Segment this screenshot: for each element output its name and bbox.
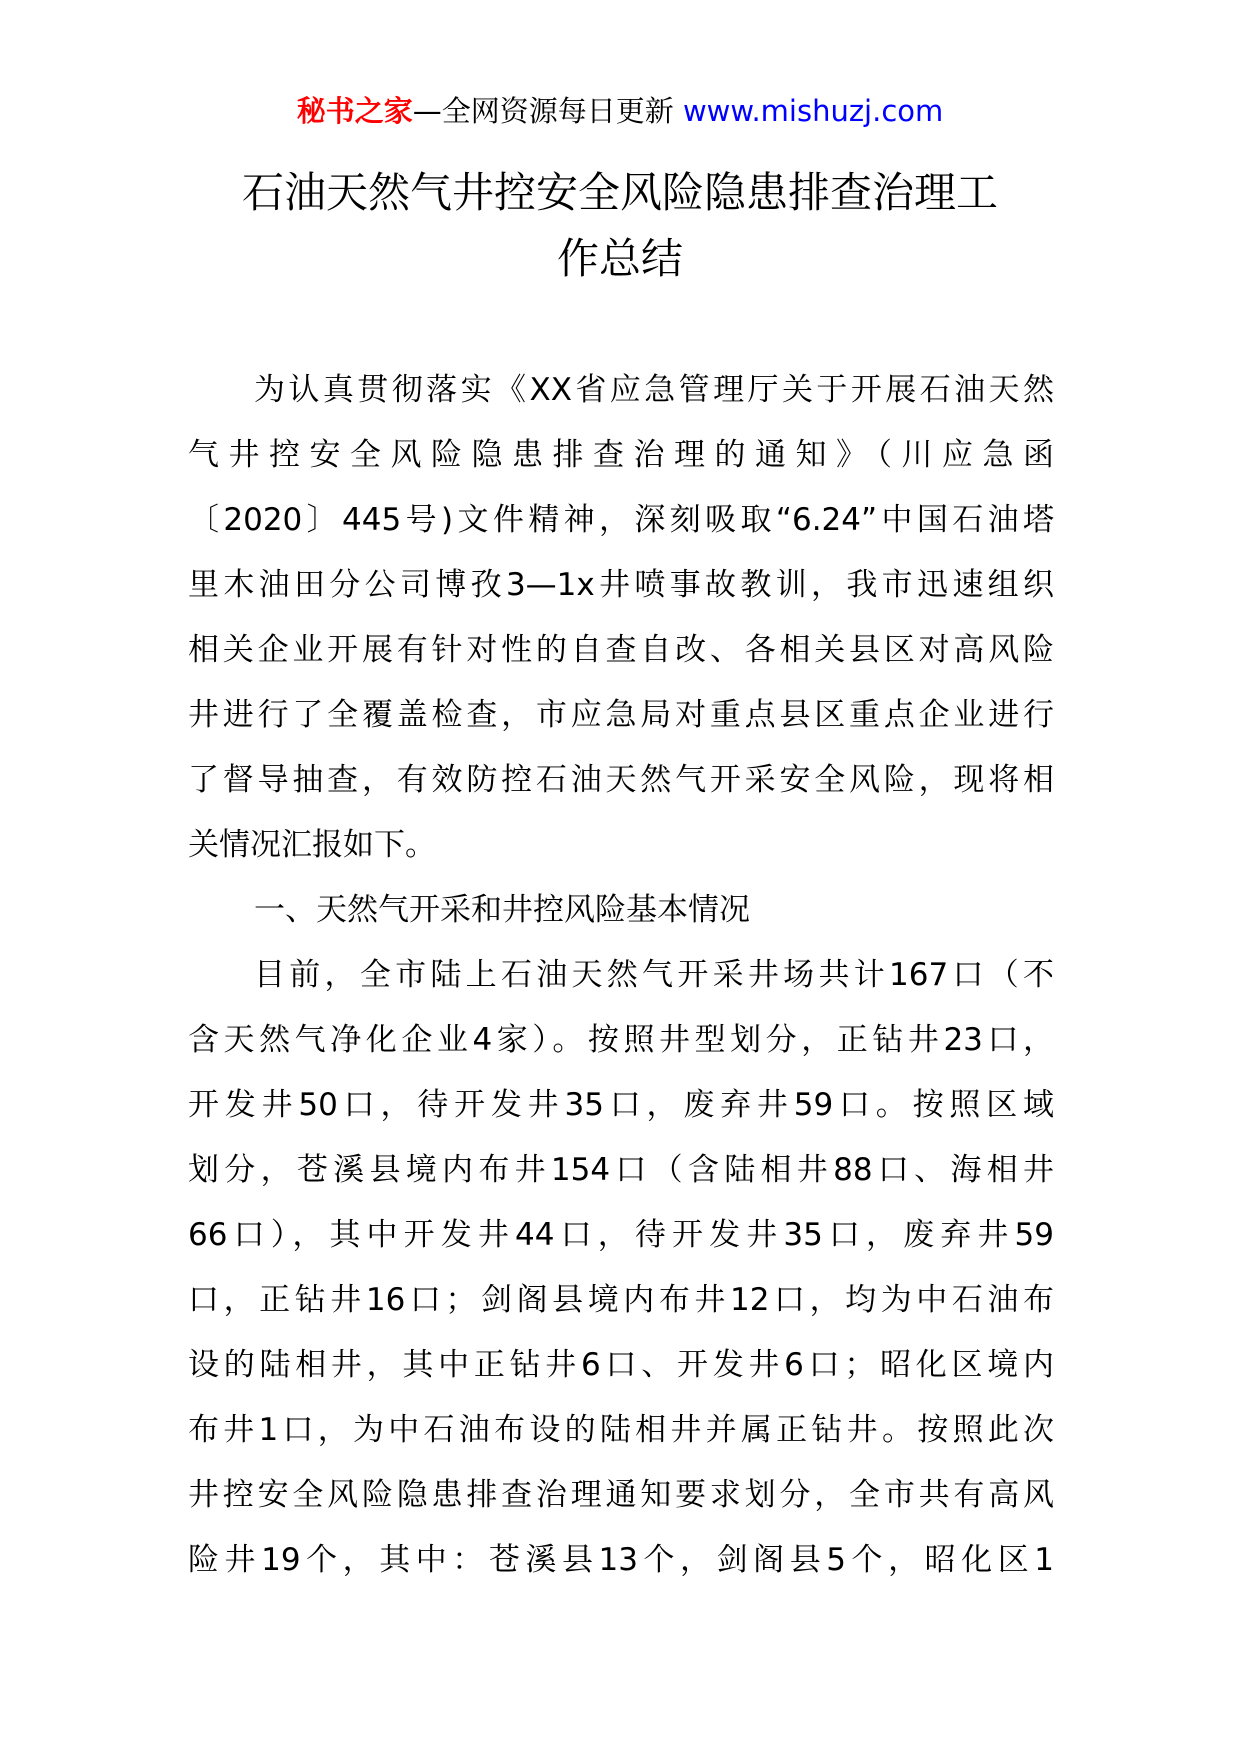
body-line: 关情况汇报如下。 — [188, 827, 436, 863]
body-line: 划分，苍溪县境内布井154口（含陆相井88口、海相井 — [188, 1152, 1054, 1188]
document-title — [150, 160, 1090, 292]
brand-name: 秘书之家 — [296, 94, 413, 128]
body-line: 布井1口，为中石油布设的陆相井并属正钻井。按照此次 — [188, 1412, 1054, 1448]
header-tagline: —全网资源每日更新 — [412, 94, 674, 128]
body-line: 险井19个，其中：苍溪县13个，剑阁县5个，昭化区1 — [188, 1542, 1054, 1578]
body-line: 了督导抽查，有效防控石油天然气开采安全风险，现将相 — [188, 762, 1054, 798]
body-line: 〔2020〕445号)文件精神，深刻吸取“6.24”中国石油塔 — [188, 502, 1054, 538]
body-line: 开发井50口，待开发井35口，废弃井59口。按照区域 — [188, 1087, 1054, 1123]
title-line-2: 作总结 — [556, 234, 683, 283]
body-line: 目前，全市陆上石油天然气开采井场共计167口（不 — [254, 957, 1054, 993]
body-line: 66口），其中开发井44口，待开发井35口，废弃井59 — [188, 1217, 1054, 1253]
body-line: 为认真贯彻落实《XX省应急管理厅关于开展石油天然 — [254, 372, 1054, 408]
body-line: 设的陆相井，其中正钻井6口、开发井6口；昭化区境内 — [188, 1347, 1054, 1383]
body-line: 里木油田分公司博孜3—1x井喷事故教训，我市迅速组织 — [188, 567, 1054, 603]
section-heading: 一、天然气开采和井控风险基本情况 — [254, 892, 750, 928]
body-line: 气井控安全风险隐患排查治理的通知》（川应急函 — [188, 437, 1054, 473]
site-url-link[interactable]: www.mishuzj.com — [682, 94, 944, 128]
body-line: 含天然气净化企业4家）。按照井型划分，正钻井23口， — [188, 1022, 1054, 1058]
body-line: 相关企业开展有针对性的自查自改、各相关县区对高风险 — [188, 632, 1054, 668]
document-body — [188, 358, 1054, 1593]
body-line: 口，正钻井16口；剑阁县境内布井12口，均为中石油布 — [188, 1282, 1054, 1318]
title-line-1: 石油天然气井控安全风险隐患排查治理工 — [241, 168, 998, 217]
page-header — [0, 93, 1240, 129]
body-line: 井进行了全覆盖检查，市应急局对重点县区重点企业进行 — [188, 697, 1054, 733]
body-line: 井控安全风险隐患排查治理通知要求划分，全市共有高风 — [188, 1477, 1054, 1513]
